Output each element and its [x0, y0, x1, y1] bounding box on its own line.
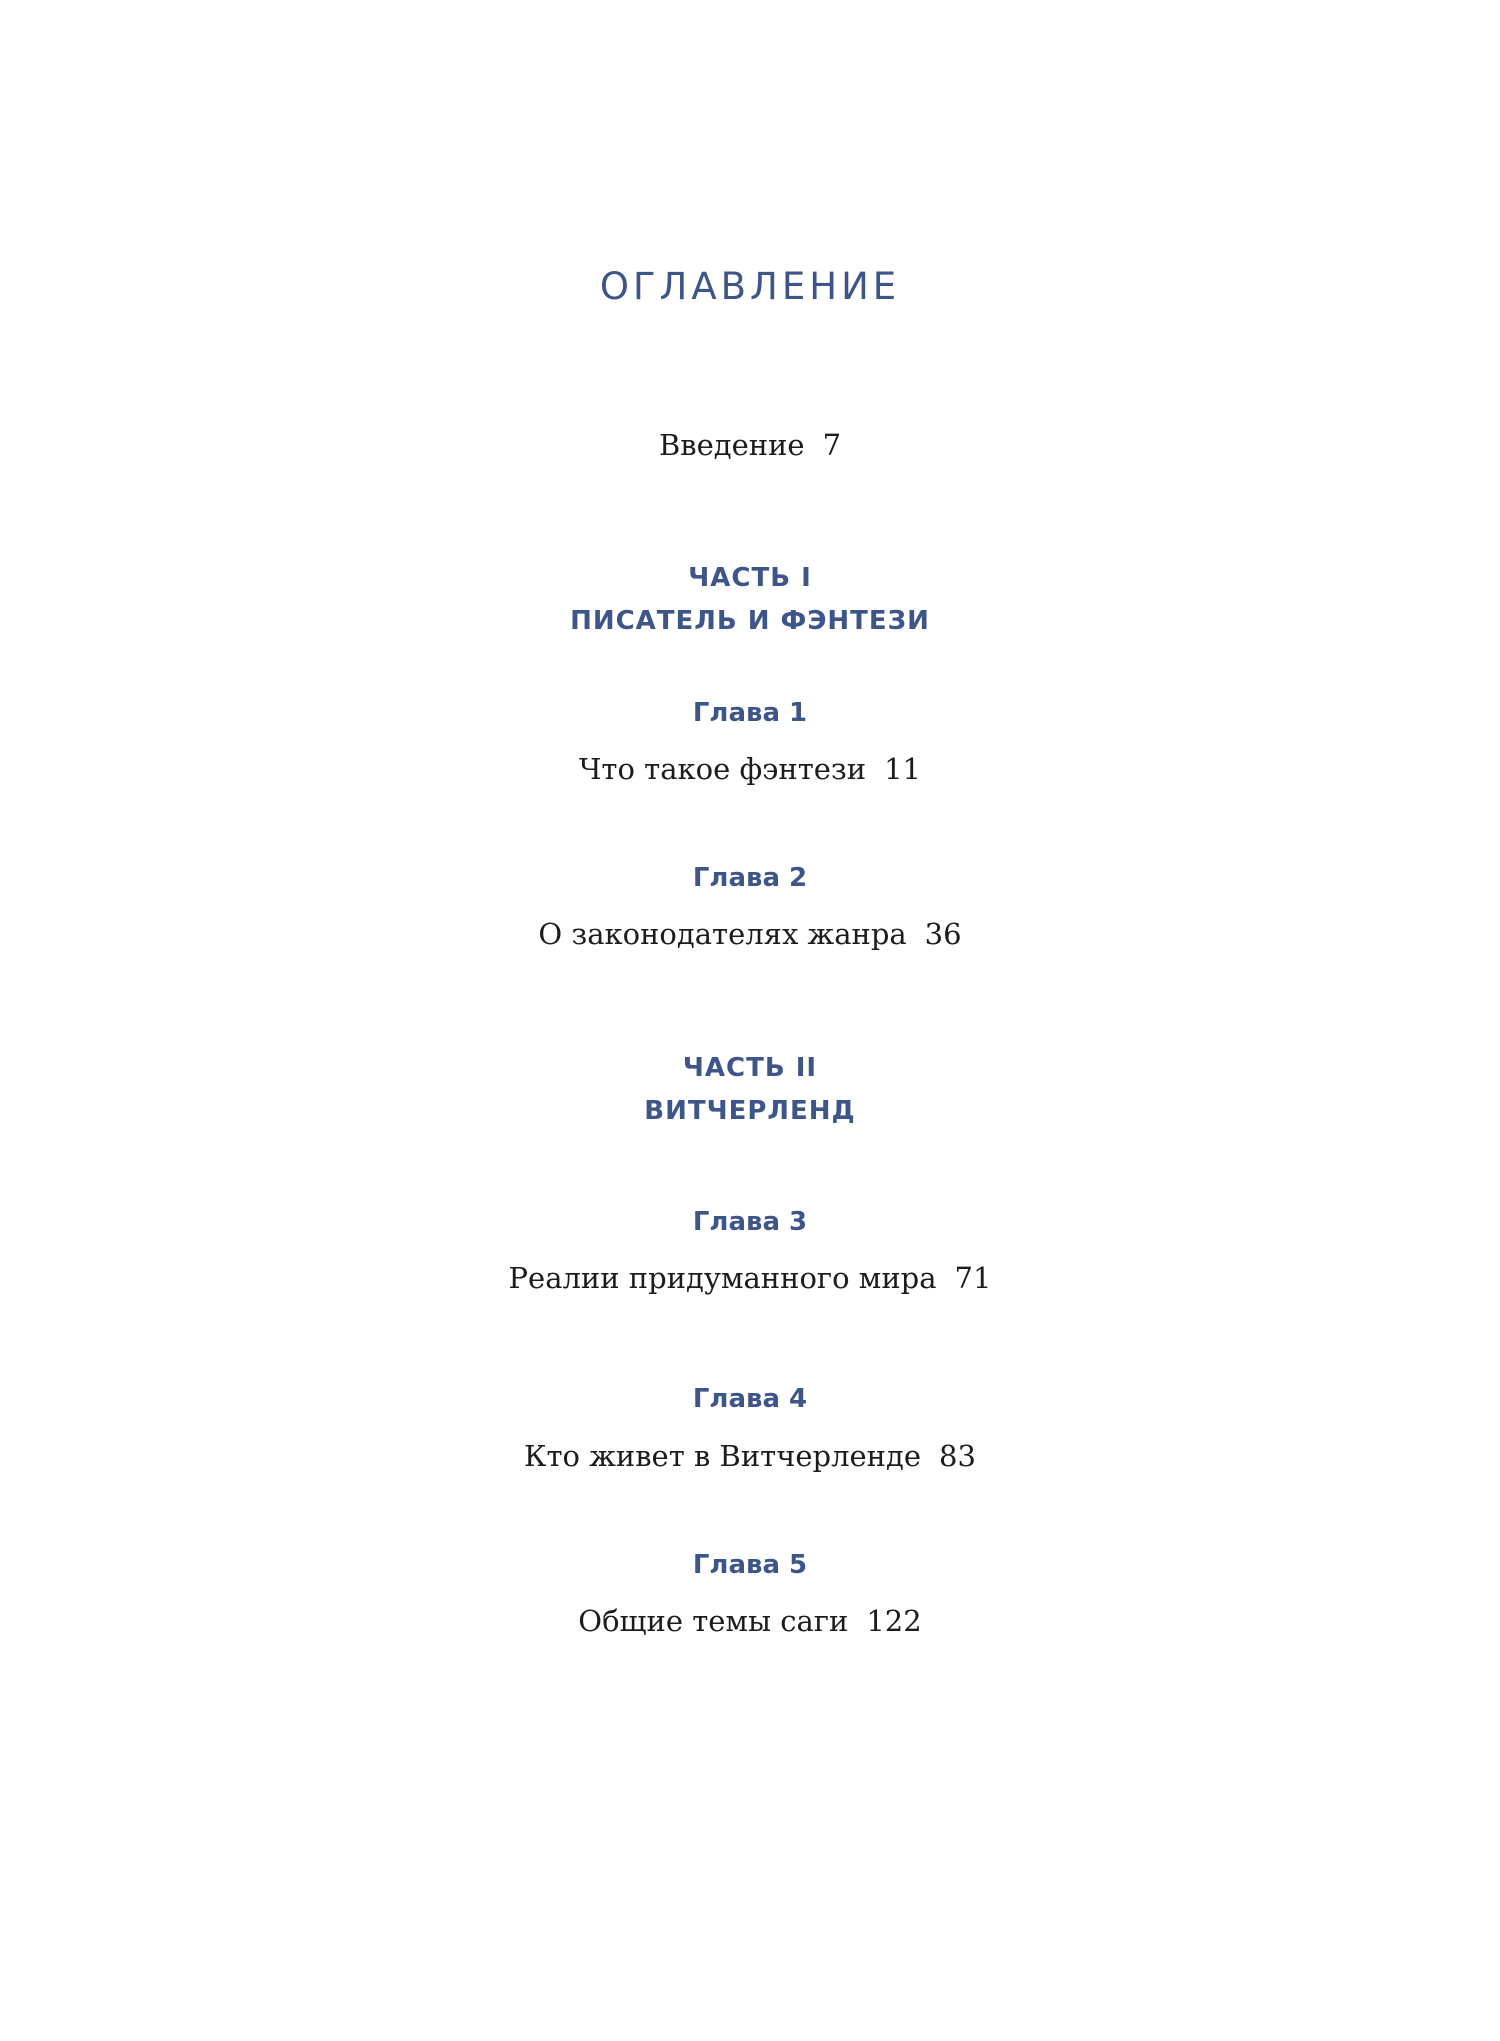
- entry-page-number: 36: [924, 917, 962, 951]
- toc-entry-chapter-3[interactable]: [0, 1258, 1500, 1298]
- entry-title: Введение: [658, 428, 805, 462]
- chapter-4-label: Глава 4: [692, 1384, 808, 1414]
- chapter-5-label: Глава 5: [692, 1550, 808, 1580]
- part-2-title: ВИТЧЕРЛЕНД: [644, 1096, 856, 1126]
- part-1-title: ПИСАТЕЛЬ И ФЭНТЕЗИ: [570, 606, 930, 636]
- entry-page-number: 71: [954, 1261, 992, 1295]
- entry-title: Что такое фэнтези: [579, 752, 867, 786]
- entry-page-number: 7: [822, 428, 842, 462]
- entry-title: Общие темы саги: [578, 1604, 849, 1638]
- page-title: ОГЛАВЛЕНИЕ: [599, 265, 901, 308]
- entry-page-number: 83: [939, 1439, 976, 1473]
- toc-entry-chapter-2[interactable]: [0, 914, 1500, 954]
- chapter-1-label: Глава 1: [692, 698, 808, 728]
- toc-entry-chapter-5[interactable]: [0, 1601, 1500, 1641]
- chapter-2-label: Глава 2: [692, 863, 808, 893]
- entry-page-number: 122: [866, 1604, 922, 1638]
- entry-title: Кто живет в Витчерленде: [524, 1439, 922, 1473]
- toc-entry-chapter-1[interactable]: [0, 749, 1500, 789]
- toc-entry-chapter-4[interactable]: [0, 1436, 1500, 1476]
- part-1-label: ЧАСТЬ I: [688, 563, 812, 593]
- entry-title: Реалии придуманного мира: [508, 1261, 937, 1295]
- entry-page-number: 11: [884, 752, 921, 786]
- chapter-3-label: Глава 3: [692, 1207, 808, 1237]
- part-2-label: ЧАСТЬ II: [682, 1053, 818, 1083]
- toc-entry-intro[interactable]: [0, 425, 1500, 465]
- entry-title: О законодателях жанра: [538, 917, 907, 951]
